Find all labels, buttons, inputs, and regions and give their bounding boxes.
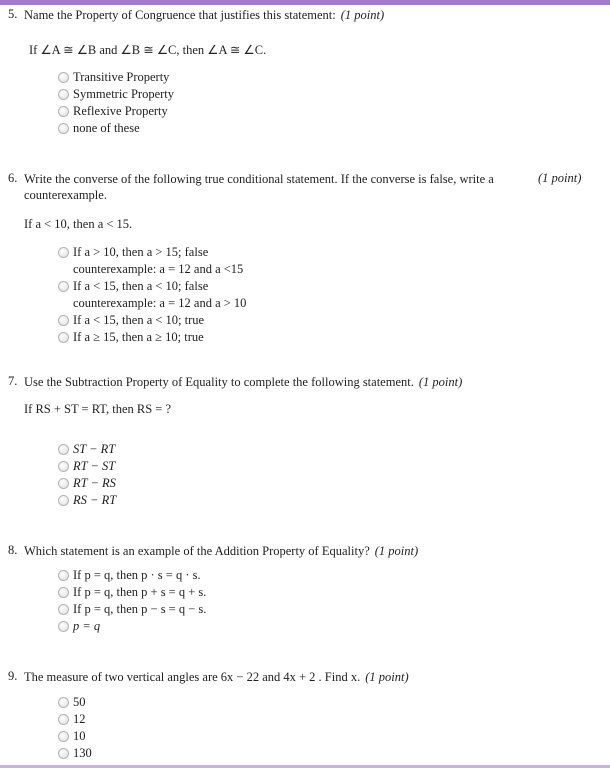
answer-option[interactable] [58,567,206,584]
option-label: Symmetric Property [73,87,175,101]
radio-button[interactable] [58,731,69,742]
radio-button[interactable] [58,123,69,134]
question-number: 7. [8,374,18,388]
answer-options [58,244,246,346]
option-label: p = q [73,619,101,633]
question-number: 8. [8,543,18,557]
option-label: If a ≥ 15, then a ≥ 10; true [73,330,204,344]
radio-button[interactable] [58,748,69,759]
answer-option[interactable] [58,312,246,329]
question-text [24,669,524,685]
radio-button[interactable] [58,106,69,117]
answer-option[interactable] [58,441,116,458]
answer-options [58,69,174,137]
answer-option[interactable] [58,86,174,103]
answer-options [58,694,92,762]
question-prompt: Write the converse of the following true conditional statement. If the converse is false, write a counterexample. [24,172,494,202]
option-label: none of these [73,121,140,135]
answer-option[interactable] [58,244,246,278]
answer-option[interactable] [58,120,174,137]
option-label: 12 [73,712,86,726]
question-text [24,7,524,23]
points-label: (1 point) [418,375,463,389]
option-label: 50 [73,695,86,709]
option-label: If p = q, then p · s = q · s. [73,568,201,582]
radio-button[interactable] [58,72,69,83]
answer-option[interactable] [58,69,174,86]
answer-option[interactable] [58,278,246,312]
radio-button[interactable] [58,281,69,292]
statement: If RS + ST = RT, then RS = ? [24,402,172,416]
option-label: If a < 15, then a < 10; true [73,313,205,327]
answer-option[interactable] [58,492,116,509]
radio-button[interactable] [58,461,69,472]
radio-button[interactable] [58,444,69,455]
option-label: RS − RT [73,493,117,507]
option-label: If a < 15, then a < 10; false [73,279,209,293]
answer-options [58,441,116,509]
points-label: (1 point) [374,544,419,558]
answer-options [58,567,206,635]
radio-button[interactable] [58,697,69,708]
question-prompt: The measure of two vertical angles are 6x − 22 and 4x + 2 . Find x. [24,670,361,684]
radio-button[interactable] [58,315,69,326]
question-prompt: Use the Subtraction Property of Equality to complete the following statement. [24,375,414,389]
radio-button[interactable] [58,332,69,343]
answer-option[interactable] [58,711,92,728]
answer-option[interactable] [58,601,206,618]
question-number: 5. [8,7,18,21]
answer-option[interactable] [58,103,174,120]
option-label: 10 [73,729,86,743]
question-number: 6. [8,171,18,185]
points-label: (1 point) [340,8,385,22]
question-prompt: Name the Property of Congruence that justifies this statement: [24,8,336,22]
answer-option[interactable] [58,329,246,346]
radio-button[interactable] [58,621,69,632]
radio-button[interactable] [58,570,69,581]
question-number: 9. [8,669,18,683]
option-label: If p = q, then p + s = q + s. [73,585,207,599]
option-label: ST − RT [73,442,116,456]
answer-option[interactable] [58,458,116,475]
statement: If ∠A ≅ ∠B and ∠B ≅ ∠C, then ∠A ≅ ∠C. [29,43,267,57]
question-text [24,543,524,559]
points-label: (1 point) [538,171,582,185]
top-accent-bar [0,0,610,5]
option-label: If a > 10, then a > 15; false [73,245,209,259]
radio-button[interactable] [58,478,69,489]
radio-button[interactable] [58,604,69,615]
option-label: RT − RS [73,476,116,490]
option-counterexample: counterexample: a = 12 and a > 10 [73,296,247,310]
radio-button[interactable] [58,495,69,506]
answer-option[interactable] [58,745,92,762]
radio-button[interactable] [58,714,69,725]
answer-option[interactable] [58,584,206,601]
radio-button[interactable] [58,247,69,258]
answer-option[interactable] [58,728,92,745]
radio-button[interactable] [58,587,69,598]
answer-option[interactable] [58,475,116,492]
radio-button[interactable] [58,89,69,100]
option-label: If p = q, then p − s = q − s. [73,602,207,616]
answer-option[interactable] [58,694,92,711]
question-text [24,374,524,390]
option-label: Transitive Property [73,70,170,84]
option-label: 130 [73,746,92,760]
answer-option[interactable] [58,618,206,635]
points-label: (1 point) [365,670,409,684]
option-label: Reflexive Property [73,104,168,118]
option-label: RT − ST [73,459,116,473]
option-counterexample: counterexample: a = 12 and a <15 [73,262,244,276]
statement: If a < 10, then a < 15. [24,217,133,231]
question-prompt: Which statement is an example of the Addition Property of Equality? [24,544,370,558]
